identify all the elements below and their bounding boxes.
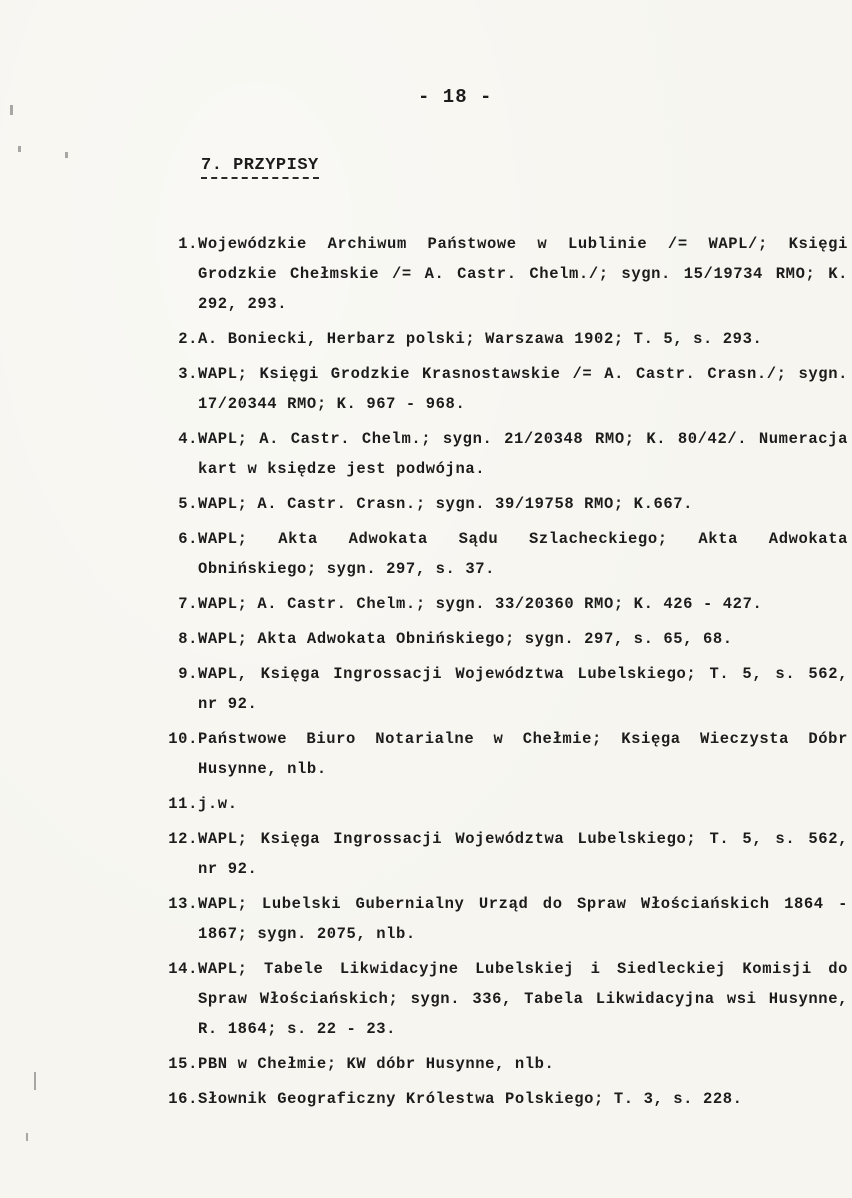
footnote-text: WAPL; Lubelski Gubernialny Urząd do Spraw Włościańskich 1864 - 1867; sygn. 2075, nlb. [198,895,848,943]
footnote-text: WAPL; Tabele Likwidacyjne Lubelskiej i Siedleckiej Komisji do Spraw Włościańskich; sygn. 336, Tabela Likwidacyjna wsi Husynne, R. 1864; s. 22 - 23. [198,960,848,1038]
footnote-number: 4. [178,430,198,448]
footnote [158,724,848,784]
footnote [158,424,848,484]
footnote-number: 6. [178,530,198,548]
footnote [158,229,848,319]
footnote-number: 11. [168,795,198,813]
footnote-number: 15. [168,1055,198,1073]
section-title: 7. PRZYPISY [201,156,319,179]
footnote [158,789,848,819]
footnote-number: 1. [178,235,198,253]
footnote-text: WAPL; Księgi Grodzkie Krasnostawskie /= A. Castr. Crasn./; sygn. 17/20344 RMO; K. 967 - 968. [198,365,848,413]
footnote-text: WAPL; A. Castr. Chelm.; sygn. 21/20348 RMO; K. 80/42/. Numeracja kart w księdze jest podwójna. [198,430,848,478]
footnote [158,324,848,354]
footnote-number: 3. [178,365,198,383]
footnote-number: 5. [178,495,198,513]
footnote [158,589,848,619]
footnote [158,889,848,949]
footnote-text: Państwowe Biuro Notarialne w Chełmie; Księga Wieczysta Dóbr Husynne, nlb. [198,730,848,778]
footnote-text: WAPL; A. Castr. Crasn.; sygn. 39/19758 RMO; K.667. [198,495,694,513]
footnote-number: 12. [168,830,198,848]
footnote-number: 13. [168,895,198,913]
scan-mark [26,1133,28,1141]
footnote-text: WAPL; Akta Adwokata Sądu Szlacheckiego; Akta Adwokata Obnińskiego; sygn. 297, s. 37. [198,530,848,578]
footnote-text: Słownik Geograficzny Królestwa Polskiego; T. 3, s. 228. [198,1090,743,1108]
scan-mark [65,152,68,158]
footnote [158,1084,848,1114]
footnote-text: j.w. [198,795,238,813]
footnote [158,359,848,419]
footnote-text: PBN w Chełmie; KW dóbr Husynne, nlb. [198,1055,555,1073]
footnote-text: A. Boniecki, Herbarz polski; Warszawa 1902; T. 5, s. 293. [198,330,763,348]
footnote [158,489,848,519]
footnote [158,524,848,584]
footnotes-list [158,229,848,1119]
footnote-text: WAPL, Księga Ingrossacji Województwa Lubelskiego; T. 5, s. 562, nr 92. [198,665,848,713]
footnote-number: 7. [178,595,198,613]
footnote-number: 8. [178,630,198,648]
footnote [158,954,848,1044]
scan-mark [18,146,21,152]
footnote [158,624,848,654]
footnote [158,659,848,719]
footnote-number: 2. [178,330,198,348]
scan-mark [10,105,13,115]
footnote-number: 10. [168,730,198,748]
footnote-text: WAPL; Księga Ingrossacji Województwa Lubelskiego; T. 5, s. 562, nr 92. [198,830,848,878]
footnote-text: Wojewódzkie Archiwum Państwowe w Lublinie /= WAPL/; Księgi Grodzkie Chełmskie /= A. Castr. Chelm./; sygn. 15/19734 RMO; K. 292, 293. [198,235,848,313]
scan-mark [34,1072,36,1090]
page-number: - 18 - [418,86,493,108]
footnote-text: WAPL; Akta Adwokata Obnińskiego; sygn. 297, s. 65, 68. [198,630,733,648]
footnote [158,824,848,884]
footnote-text: WAPL; A. Castr. Chelm.; sygn. 33/20360 RMO; K. 426 - 427. [198,595,763,613]
footnote-number: 16. [168,1090,198,1108]
footnote-number: 9. [178,665,198,683]
footnote-number: 14. [168,960,198,978]
footnote [158,1049,848,1079]
